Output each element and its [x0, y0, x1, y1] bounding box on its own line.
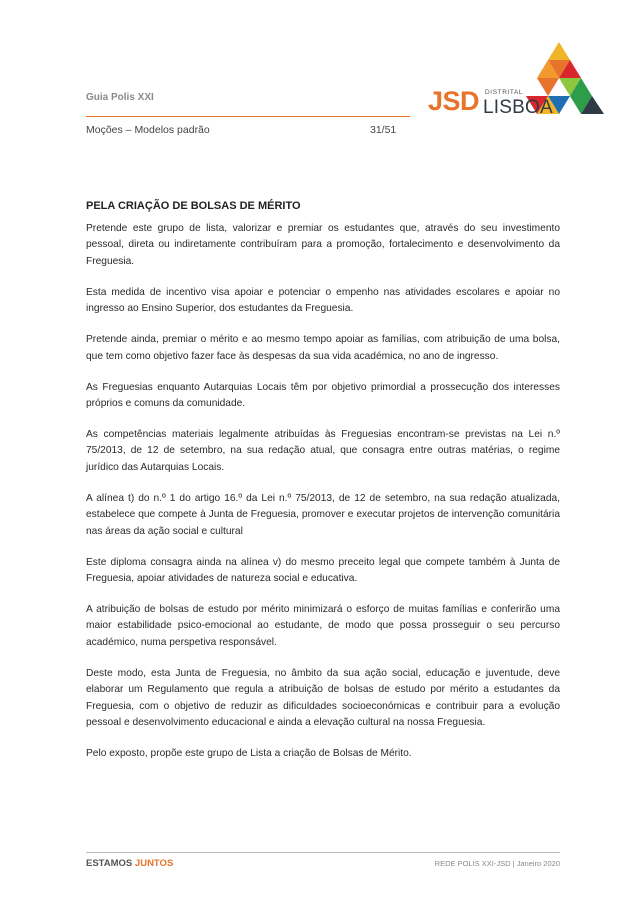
paragraph: As Freguesias enquanto Autarquias Locais têm por objetivo primordial a prossecução dos interesses próprios e comuns da comunidade. — [86, 381, 560, 410]
paragraph: Pelo exposto, propõe este grupo de Lista a criação de Bolsas de Mérito. — [86, 748, 412, 760]
logo-distrital-text: DISTRITAL — [485, 89, 524, 96]
guide-label: Guia Polis XXI — [86, 92, 154, 103]
document-title: PELA CRIAÇÃO DE BOLSAS DE MÉRITO — [86, 200, 301, 212]
paragraph: Pretende ainda, premiar o mérito e ao mesmo tempo apoiar as famílias, com atribuição de uma bolsa, que tem como objetivo fazer face às despesas da sua vida académica, no ano de ingresso. — [86, 334, 560, 362]
paragraph: Este diploma consagra ainda na alínea v) do mesmo preceito legal que compete também à Junta de Freguesia, apoiar atividades de natureza social e educativa. — [86, 556, 560, 585]
section-label: Moções – Modelos padrão — [86, 124, 210, 136]
footer-slogan — [86, 858, 173, 869]
footer-divider — [86, 852, 560, 853]
logo-lisboa-text: LISBOA — [483, 97, 553, 118]
jsd-lisboa-logo — [428, 42, 606, 122]
paragraph: A atribuição de bolsas de estudo por mérito minimizará o esforço de muitas famílias e conferirão uma maior estabilidade psico-emocional ao estudante, de modo que possa prosseguir o seu percurso académico, numa perspetiva responsável. — [86, 604, 560, 648]
logo-jsd-text: JSD — [428, 86, 480, 116]
page-number: 31/51 — [370, 124, 397, 136]
paragraph: A alínea t) do n.º 1 do artigo 16.º da Lei n.º 75/2013, de 12 de setembro, na sua redação atualizada, estabelece que compete à Junta de Freguesia, promover e executar projetos de intervenção comunitária nas áreas da ação social e cultural — [86, 492, 560, 537]
document-body — [86, 221, 560, 777]
header-divider — [86, 116, 410, 117]
paragraph: Esta medida de incentivo visa apoiar e potenciar o empenho nas atividades escolares e apoiar no ingresso ao Ensino Superior, dos estudantes da Freguesia. — [86, 286, 560, 315]
footer-slogan-part1: ESTAMOS — [86, 858, 133, 869]
paragraph: Deste modo, esta Junta de Freguesia, no âmbito da sua ação social, educação e juventude, deve elaborar um Regulamento que regula a atribuição de bolsas de estudo por mérito a estudantes da Freguesia, com o objetivo de reduzir as dificuldades socioeconómicas e contribuir para a evolução pessoal e desenvolvimento educacional e ainda a elevação cultural na nossa Freguesia. — [86, 667, 560, 729]
paragraph: As competências materiais legalmente atribuídas às Freguesias encontram-se previstas na Lei n.º 75/2013, de 12 de setembro, na sua redação atual, que consagra entre outras matérias, o regime jurídico das Autarquias Locais. — [86, 429, 560, 473]
footer-slogan-part2: JUNTOS — [134, 858, 174, 869]
footer-info: REDE POLIS XXI-JSD | Janeiro 2020 — [434, 859, 560, 868]
paragraph: Pretende este grupo de lista, valorizar e premiar os estudantes que, através do seu investimento pessoal, direta ou indiretamente contribuíram para a promoção, fortalecimento e desenvolvimento da Freguesia. — [86, 223, 560, 267]
